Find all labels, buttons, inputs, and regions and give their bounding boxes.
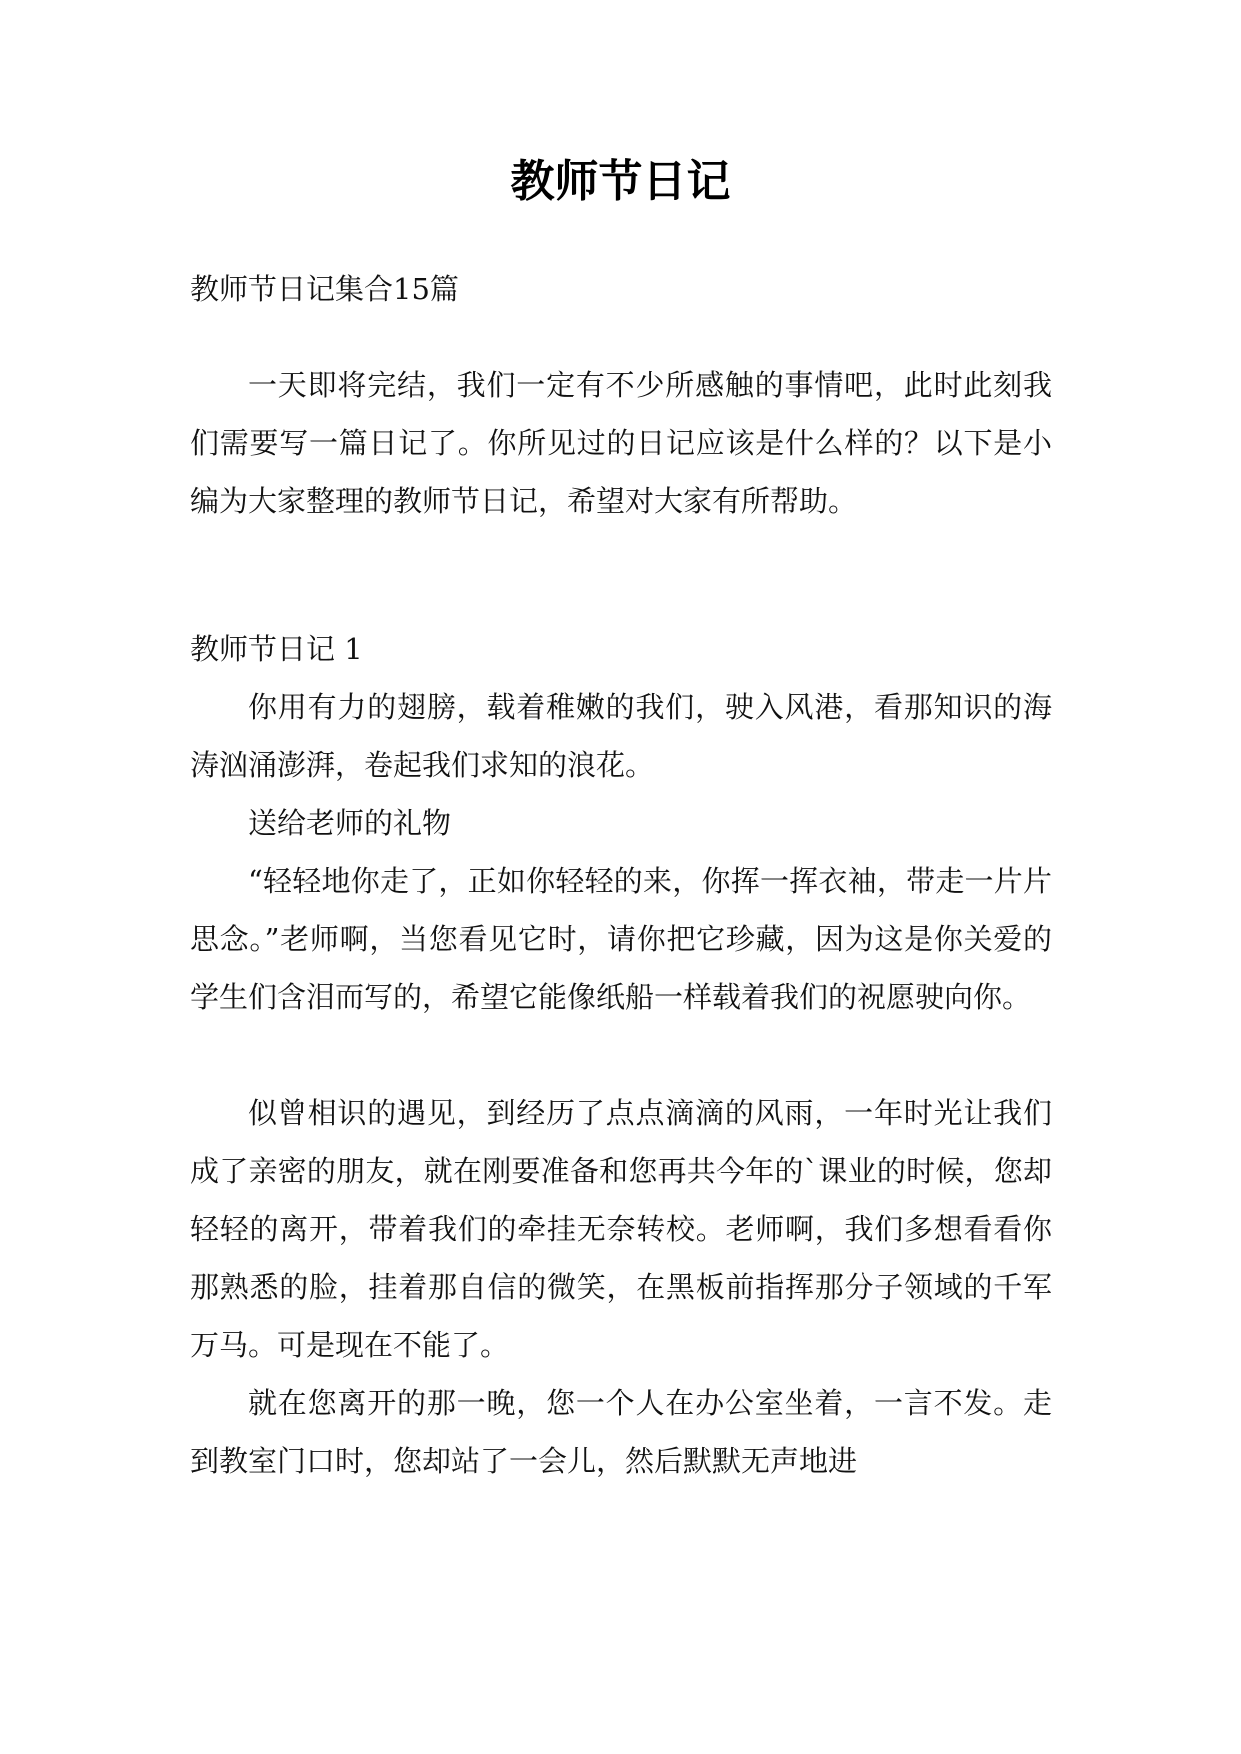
document-title: 教师节日记 — [510, 156, 731, 207]
paragraph: 你用有力的翅膀，载着稚嫩的我们，驶入风港，看那知识的海涛汹涌澎湃，卷起我们求知的浪花。 — [190, 690, 1052, 782]
document-subtitle: 教师节日记集合15篇 — [190, 272, 459, 306]
paragraph: 送给老师的礼物 — [248, 806, 452, 840]
paragraph: 似曾相识的遇见，到经历了点点滴滴的风雨，一年时光让我们成了亲密的朋友，就在刚要准备和您再共今年的`课业的时候，您却轻轻的离开，带着我们的牵挂无奈转校。老师啊，我们多想看看你那熟悉的脸，挂着那自信的微笑，在黑板前指挥那分子领域的千军万马。可是现在不能了。 — [190, 1096, 1052, 1362]
section-heading: 教师节日记 1 — [190, 632, 363, 666]
intro-paragraph: 一天即将完结，我们一定有不少所感触的事情吧，此时此刻我们需要写一篇日记了。你所见过的日记应该是什么样的？以下是小编为大家整理的教师节日记，希望对大家有所帮助。 — [190, 368, 1052, 518]
paragraph: “轻轻地你走了，正如你轻轻的来，你挥一挥衣袖，带走一片片思念。”老师啊，当您看见它时，请你把它珍藏，因为这是你关爱的学生们含泪而写的，希望它能像纸船一样载着我们的祝愿驶向你。 — [190, 864, 1052, 1014]
paragraph: 就在您离开的那一晚，您一个人在办公室坐着，一言不发。走到教室门口时，您却站了一会儿，然后默默无声地进 — [190, 1386, 1052, 1478]
